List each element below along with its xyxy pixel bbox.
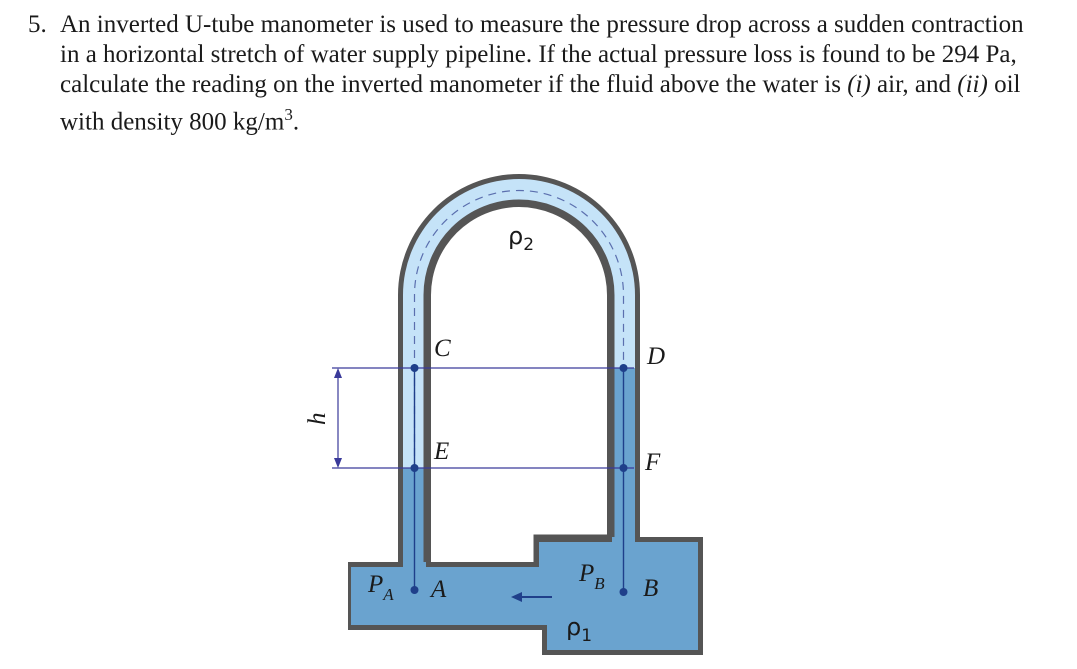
label-c: C (434, 335, 451, 362)
point-f (620, 464, 628, 472)
label-pa: $P_A$ (368, 571, 394, 604)
point-b (620, 588, 628, 596)
rho2-label: $\rho_2$ (508, 222, 535, 255)
case-i-text: air, and (870, 71, 958, 98)
point-d (620, 364, 628, 372)
label-h: h (304, 412, 331, 425)
label-e: E (434, 438, 450, 465)
label-f: F (645, 449, 661, 476)
point-e (411, 464, 419, 472)
problem-number: 5. (28, 11, 47, 38)
label-pb: $P_B$ (579, 560, 605, 593)
label-d: D (647, 343, 666, 370)
problem-text-part1: An inverted U-tube manometer is used to measure the pressure drop across a sudden contraction in a horizontal stretch of water supply pipeline. If the actual pressure loss is found to be 294 Pa, calculate the reading on the inverted manometer if the fluid above the water is (60, 11, 1024, 98)
point-c (411, 364, 419, 372)
h-arrow-bottom (334, 458, 342, 468)
case-ii-marker: (ii) (957, 71, 988, 98)
point-a (411, 586, 419, 594)
h-arrow-top (334, 368, 342, 378)
label-a: A (431, 576, 447, 603)
u-interior (431, 207, 607, 562)
case-ii-text: oil with density 800 kg/m (60, 71, 1021, 136)
unit-exponent: 3 (284, 105, 293, 124)
label-b: B (643, 575, 659, 602)
rho1-label: $\rho_1$ (566, 613, 593, 646)
end-punct: . (292, 108, 300, 136)
case-i-marker: (i) (847, 71, 871, 98)
